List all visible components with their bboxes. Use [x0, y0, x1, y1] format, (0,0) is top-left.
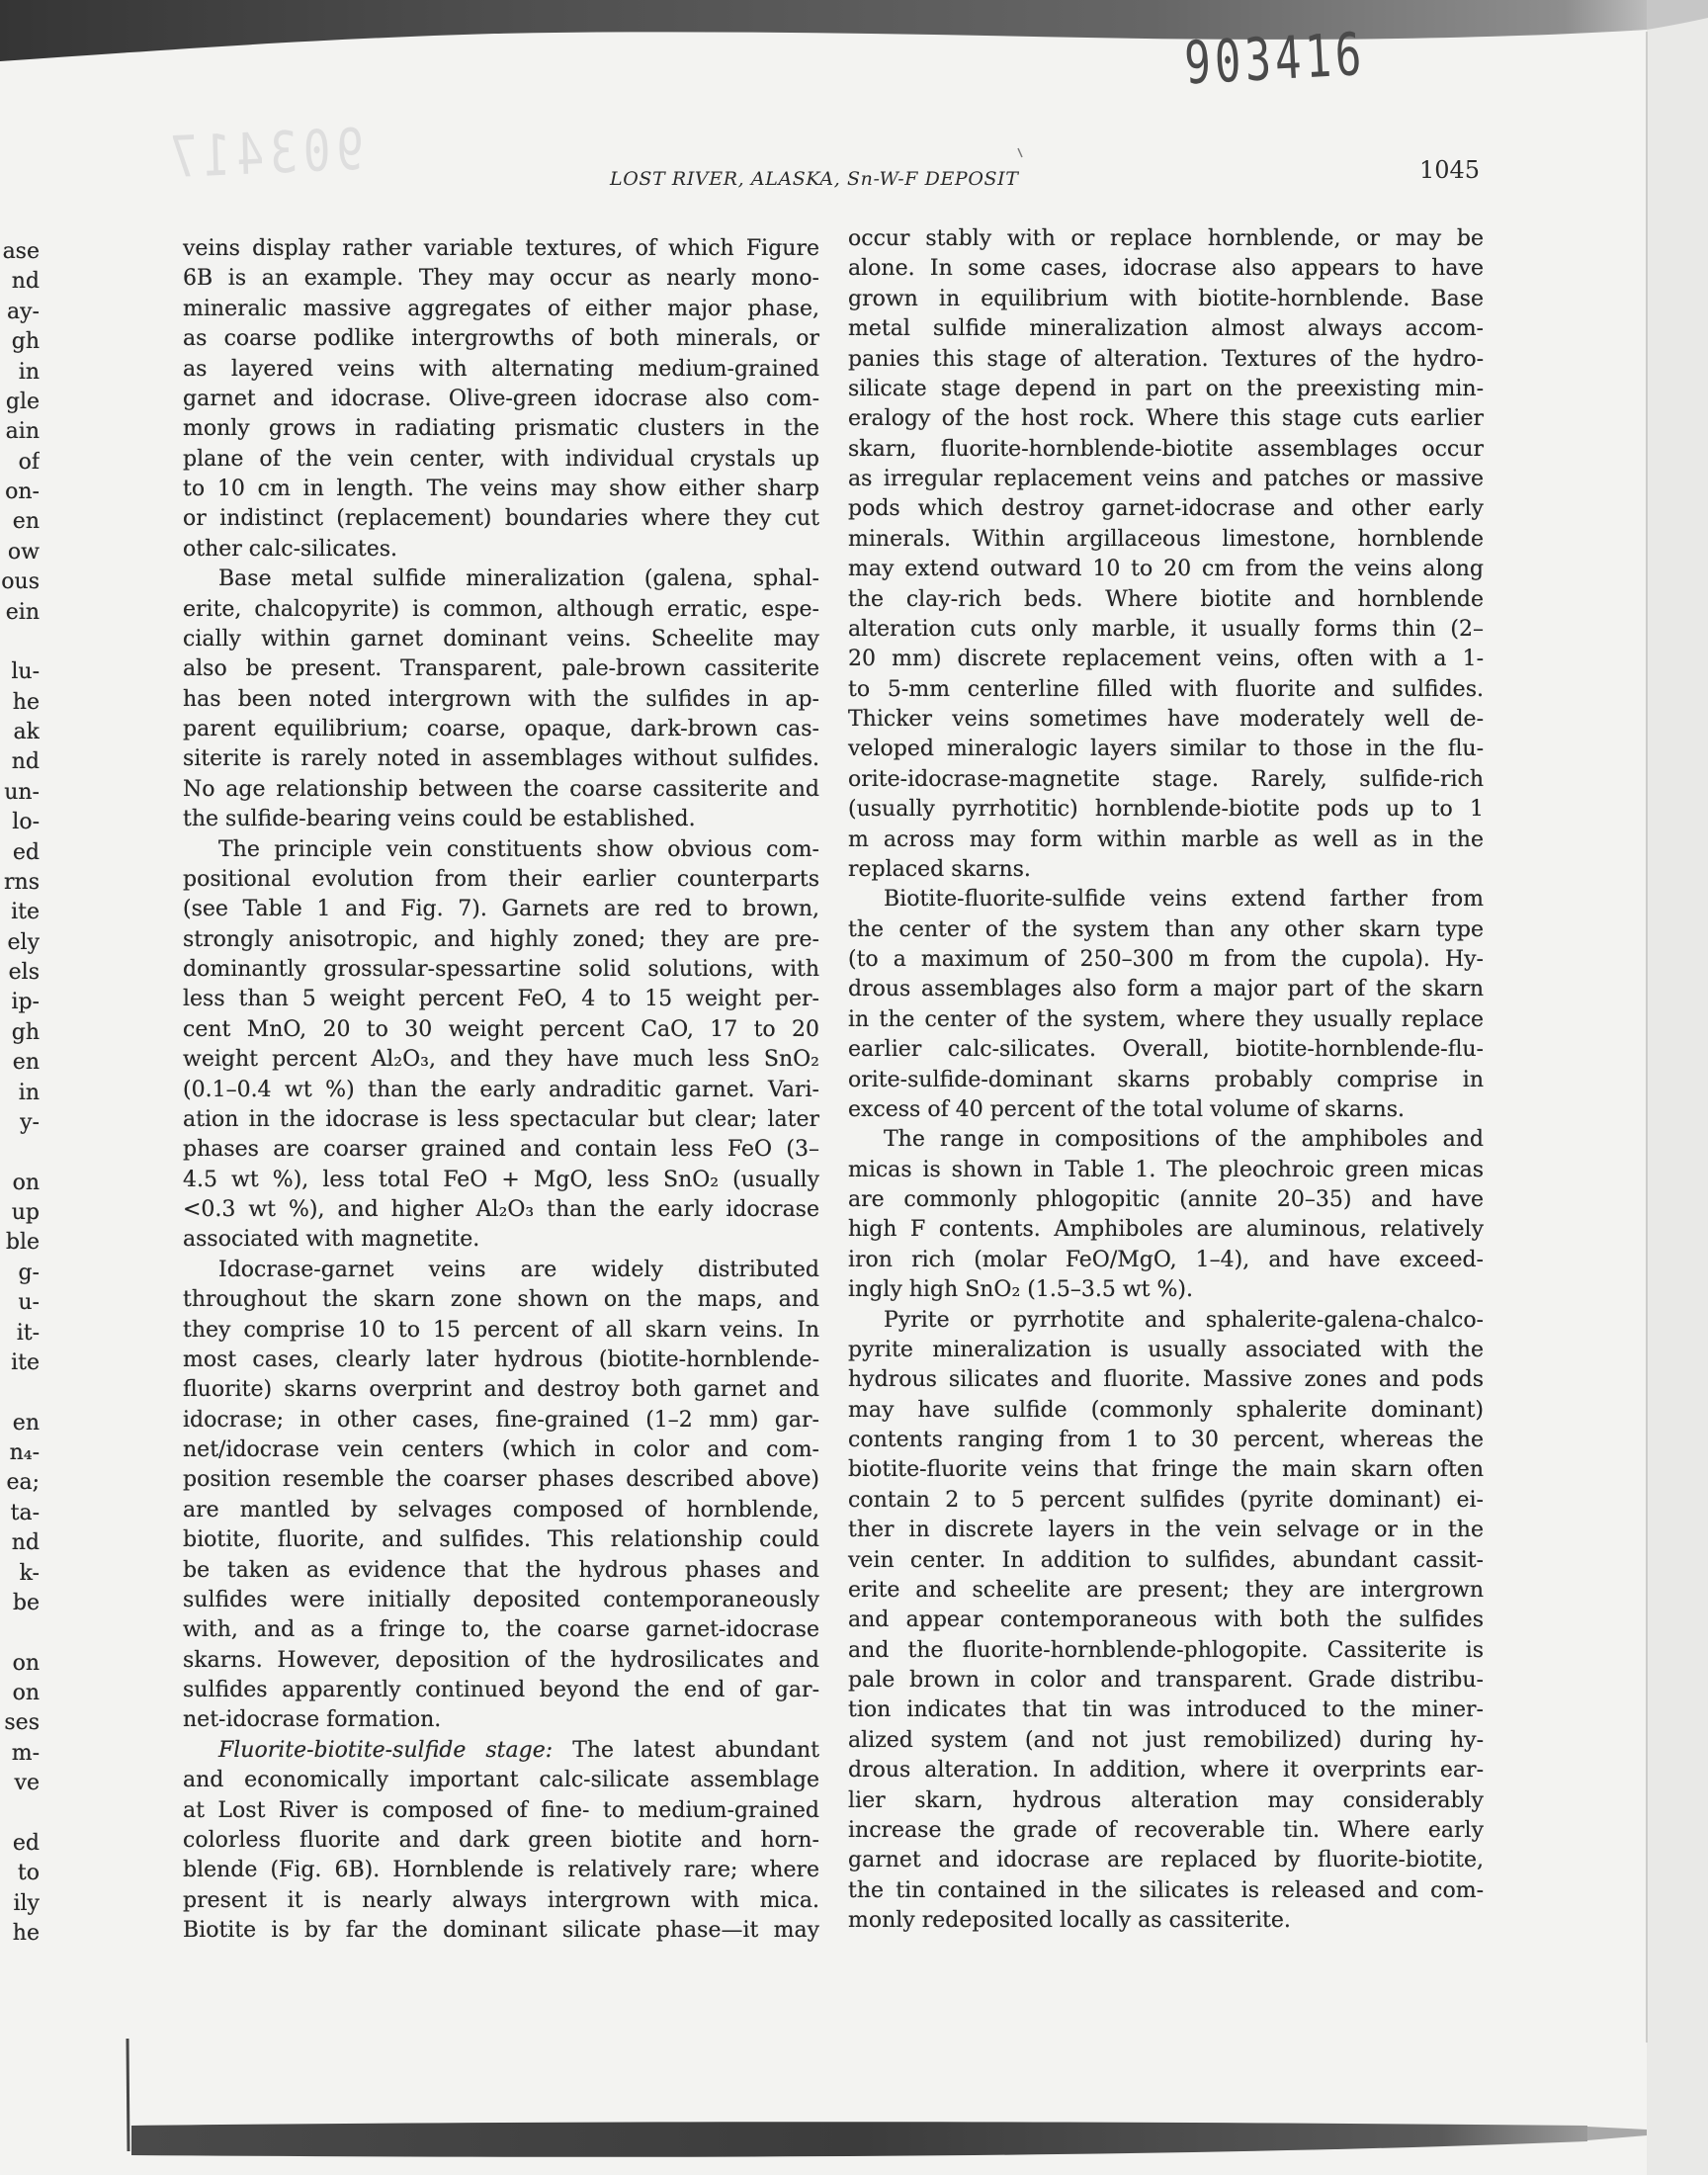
text-line: biotite, fluorite, and sulfides. This relationship could — [183, 1527, 819, 1553]
margin-fragment: ite — [11, 900, 40, 925]
text-line: other calc-silicates. — [183, 536, 397, 562]
text-line: occur stably with or replace hornblende, or may be — [848, 226, 1484, 251]
text-line: contents ranging from 1 to 30 percent, whereas the — [848, 1428, 1484, 1452]
margin-fragment: un- — [4, 779, 40, 805]
text-line: and the fluorite-hornblende-phlogopite. Cassiterite is — [848, 1637, 1484, 1663]
margin-fragment: lo- — [12, 810, 40, 835]
text-line: <0.3 wt %), and higher Al₂O₃ than the early idocrase — [183, 1197, 819, 1222]
margin-fragment — [0, 1799, 40, 1829]
text-line: excess of 40 percent of the total volume of skarns. — [848, 1096, 1405, 1122]
text-line: orite-sulfide-dominant skarns probably comprise in — [848, 1067, 1484, 1092]
text-line: alone. In some cases, idocrase also appears to have — [848, 256, 1484, 282]
text-line: and appear contemporaneous with both the sulfides — [848, 1608, 1484, 1633]
text-line: most cases, clearly later hydrous (biotite-hornblende- — [183, 1347, 819, 1372]
margin-fragment: gle — [5, 389, 40, 414]
text-line: sulfides apparently continued beyond the end of gar- — [183, 1678, 819, 1702]
margin-fragment: ip- — [11, 990, 40, 1015]
scratch-mark — [1018, 148, 1022, 157]
margin-fragment: ve — [14, 1771, 40, 1796]
margin-fragment: ed — [12, 1830, 40, 1856]
text-line: Biotite is by far the dominant silicate phase—it may — [183, 1918, 819, 1943]
text-line: tion indicates that tin was introduced to the miner- — [848, 1697, 1484, 1723]
text-line: micas is shown in Table 1. The pleochroic green micas — [848, 1157, 1484, 1182]
text-line: ther in discrete layers in the vein selvage or in the — [848, 1518, 1484, 1543]
text-line: cent MnO, 20 to 30 weight percent CaO, 17 to 20 — [183, 1016, 819, 1042]
text-line: sulfides were initially deposited contemporaneously — [183, 1587, 819, 1612]
text-line: vein center. In addition to sulfides, abundant cassit- — [848, 1547, 1484, 1573]
margin-fragment: ite — [11, 1349, 40, 1375]
text-line: orite-idocrase-magnetite stage. Rarely, sulfide-rich — [848, 766, 1484, 792]
margin-fragment: nd — [11, 1530, 40, 1556]
margin-fragment: ous — [1, 569, 40, 595]
text-line: replaced skarns. — [848, 856, 1031, 882]
margin-fragment: en — [12, 1410, 40, 1436]
text-line: mineralic massive aggregates of either major phase, — [183, 296, 819, 321]
text-line: net-idocrase formation. — [183, 1707, 442, 1733]
margin-fragment: up — [11, 1200, 40, 1225]
paragraph — [183, 835, 819, 1256]
text-line: be taken as evidence that the hydrous phases and — [183, 1557, 819, 1583]
text-line: as coarse podlike intergrowths of both minerals, or — [183, 326, 819, 352]
text-line: contain 2 to 5 percent sulfides (pyrite dominant) ei- — [848, 1487, 1484, 1513]
text-line: high F contents. Amphiboles are aluminous, relatively — [848, 1217, 1484, 1243]
margin-fragment — [0, 1618, 40, 1648]
text-line: (see Table 1 and Fig. 7). Garnets are red to brown, — [183, 897, 819, 922]
text-line: 4.5 wt %), less total FeO + MgO, less SnO₂ (usually — [183, 1167, 819, 1192]
text-line: No age relationship between the coarse cassiterite and — [183, 776, 819, 802]
margin-fragment: en — [12, 1050, 40, 1076]
text-line: associated with magnetite. — [183, 1227, 480, 1253]
margin-fragment — [0, 1378, 40, 1408]
text-line: net/idocrase vein centers (which in color and com- — [183, 1437, 819, 1462]
outer-scan-margin — [1647, 0, 1708, 2175]
text-line: dominantly grossular-spessartine solid solutions, with — [183, 957, 819, 982]
text-line: biotite-fluorite veins that fringe the main skarn often — [848, 1457, 1484, 1483]
text-line: alized system (and not just remobilized) during hy- — [848, 1727, 1484, 1753]
text-line: the sulfide-bearing veins could be established. — [183, 807, 696, 832]
text-line: to 5-mm centerline filled with fluorite and sulfides. — [848, 676, 1484, 702]
text-line: weight percent Al₂O₃, and they have much less SnO₂ — [183, 1047, 819, 1073]
paragraph — [183, 565, 819, 834]
text-line-run: The latest abundant — [572, 1737, 819, 1763]
running-head: LOST RIVER, ALASKA, Sn-W-F DEPOSIT — [610, 168, 1019, 190]
margin-fragment: ein — [5, 599, 40, 625]
text-line: 20 mm) discrete replacement veins, often with a 1- — [848, 647, 1484, 672]
text-line: pyrite mineralization is usually associated with the — [848, 1337, 1484, 1362]
margin-fragment: on — [12, 1681, 40, 1705]
text-line: fluorite) skarns overprint and destroy both garnet and — [183, 1377, 819, 1403]
margin-fragment: u- — [18, 1290, 40, 1316]
text-line: are mantled by selvages composed of hornblende, — [183, 1497, 819, 1522]
margin-fragment: ow — [7, 539, 40, 565]
text-column-right — [848, 224, 1484, 1936]
paragraph — [848, 885, 1484, 1125]
text-line: Pyrite or pyrrhotite and sphalerite-galena-chalco- — [884, 1307, 1484, 1333]
text-line: panies this stage of alteration. Textures of the hydro- — [848, 346, 1484, 372]
text-line: skarn, fluorite-hornblende-biotite assemblages occur — [848, 436, 1484, 462]
text-line: lier skarn, hydrous alteration may considerably — [848, 1787, 1484, 1813]
margin-fragment: nd — [11, 749, 40, 775]
bleed-through-number: 903417 — [163, 115, 366, 192]
text-line: erite and scheelite are present; they are intergrown — [848, 1577, 1484, 1603]
text-line: pale brown in color and transparent. Grade distribu- — [848, 1668, 1484, 1693]
margin-fragment — [0, 628, 40, 657]
paragraph — [183, 234, 819, 565]
margin-fragment: nd — [11, 269, 40, 295]
margin-fragment: on — [12, 1170, 40, 1195]
text-line: Biotite-fluorite-sulfide veins extend farther from — [884, 887, 1484, 913]
margin-fragment: rns — [4, 869, 40, 895]
paragraph — [183, 1256, 819, 1736]
text-line: Base metal sulfide mineralization (galena, sphal- — [218, 566, 819, 592]
text-line: with, and as a fringe to, the coarse garnet-idocrase — [183, 1617, 819, 1643]
text-line: (0.1–0.4 wt %) than the early andraditic garnet. Vari- — [183, 1077, 819, 1102]
text-line: skarns. However, deposition of the hydrosilicates and — [183, 1647, 819, 1673]
text-line: ingly high SnO₂ (1.5–3.5 wt %). — [848, 1277, 1193, 1303]
text-line: erite, chalcopyrite) is common, although erratic, espe- — [183, 596, 819, 622]
text-line: minerals. Within argillaceous limestone, hornblende — [848, 526, 1484, 552]
margin-fragment: be — [12, 1590, 40, 1615]
margin-fragment: ble — [5, 1230, 40, 1256]
text-line: cially within garnet dominant veins. Scheelite may — [183, 626, 819, 652]
text-line: pods which destroy garnet-idocrase and other early — [848, 496, 1484, 522]
margin-fragment: en — [12, 509, 40, 535]
text-line: less than 5 weight percent FeO, 4 to 15 weight per- — [183, 987, 819, 1012]
margin-fragment: y- — [20, 1109, 40, 1135]
text-line: position resemble the coarser phases described above) — [183, 1467, 819, 1493]
text-line — [183, 1736, 819, 1766]
margin-fragment: ain — [5, 419, 40, 445]
text-line: veloped mineralogic layers similar to those in the flu- — [848, 737, 1484, 762]
text-line: Idocrase-garnet veins are widely distributed — [218, 1257, 819, 1282]
text-line: blende (Fig. 6B). Hornblende is relatively rare; where — [183, 1858, 819, 1883]
text-line: may have sulfide (commonly sphalerite dominant) — [848, 1397, 1484, 1423]
text-line: hydrous silicates and fluorite. Massive zones and pods — [848, 1367, 1484, 1393]
paragraph — [183, 1736, 819, 1947]
text-line: (to a maximum of 250–300 m from the cupola). Hy- — [848, 947, 1484, 972]
margin-fragment: ase — [2, 239, 40, 264]
text-line: Thicker veins sometimes have moderately well de- — [848, 707, 1484, 732]
margin-fragment: ily — [13, 1890, 40, 1916]
margin-fragment: gh — [11, 1019, 40, 1045]
text-line: the tin contained in the silicates is released and com- — [848, 1877, 1484, 1903]
bottom-scan-shadow-tail — [1587, 2127, 1647, 2140]
text-line: alteration cuts only marble, it usually forms thin (2– — [848, 616, 1484, 642]
previous-page-margin-fragments — [0, 237, 40, 1949]
margin-fragment: g- — [18, 1260, 40, 1285]
margin-fragment: it- — [16, 1320, 40, 1346]
text-line: the center of the system than any other skarn type — [848, 916, 1484, 942]
text-line: metal sulfide mineralization almost always accom- — [848, 316, 1484, 342]
text-line: or indistinct (replacement) boundaries where they cut — [183, 506, 819, 532]
text-line: siterite is rarely noted in assemblages without sulfides. — [183, 746, 819, 772]
margin-fragment: ed — [12, 839, 40, 865]
text-line: positional evolution from their earlier counterparts — [183, 866, 819, 892]
margin-fragment: lu- — [11, 659, 40, 685]
text-line: increase the grade of recoverable tin. Where early — [848, 1817, 1484, 1843]
text-line: iron rich (molar FeO/MgO, 1–4), and have exceed- — [848, 1247, 1484, 1272]
text-line: as layered veins with alternating medium-grained — [183, 356, 819, 382]
run-in-heading: Fluorite-biotite-sulfide stage: — [218, 1737, 554, 1763]
text-line: monly grows in radiating prismatic clusters in the — [183, 416, 819, 442]
margin-fragment: ak — [13, 720, 40, 744]
margin-fragment: he — [12, 689, 40, 715]
text-line: plane of the vein center, with individual crystals up — [183, 446, 819, 472]
paragraph — [848, 1125, 1484, 1305]
text-line: and economically important calc-silicate assemblage — [183, 1768, 819, 1793]
text-column-left — [183, 234, 819, 1946]
page-number: 1045 — [1419, 156, 1481, 184]
margin-fragment: in — [18, 359, 40, 385]
text-line: grown in equilibrium with biotite-hornblende. Base — [848, 286, 1484, 311]
text-line: monly redeposited locally as cassiterite. — [848, 1908, 1291, 1933]
text-line: at Lost River is composed of fine- to medium-grained — [183, 1797, 819, 1823]
margin-fragment: on — [12, 1650, 40, 1676]
margin-fragment: ses — [4, 1710, 40, 1736]
text-line: in the center of the system, where they usually replace — [848, 1006, 1484, 1032]
text-line: as irregular replacement veins and patches or massive — [848, 467, 1484, 491]
text-line: m across may form within marble as well as in the — [848, 826, 1484, 852]
margin-fragment: gh — [11, 329, 40, 355]
text-line: drous assemblages also form a major part of the skarn — [848, 977, 1484, 1002]
text-line: they comprise 10 to 15 percent of all skarn veins. In — [183, 1317, 819, 1343]
margin-fragment: to — [17, 1861, 40, 1886]
text-line: to 10 cm in length. The veins may show either sharp — [183, 477, 819, 501]
text-line: parent equilibrium; coarse, opaque, dark-brown cas- — [183, 717, 819, 741]
text-line: idocrase; in other cases, fine-grained (1–2 mm) gar- — [183, 1407, 819, 1433]
margin-fragment: ta- — [10, 1500, 40, 1525]
margin-fragment: in — [18, 1080, 40, 1105]
margin-fragment: ely — [7, 929, 40, 955]
text-line: drous alteration. In addition, where it overprints ear- — [848, 1758, 1484, 1784]
text-line: the clay-rich beds. Where biotite and hornblende — [848, 586, 1484, 612]
text-line: eralogy of the host rock. Where this stage cuts earlier — [848, 406, 1484, 432]
text-line: garnet and idocrase. Olive-green idocrase also com- — [183, 386, 819, 411]
text-line: present it is nearly always intergrown with mica. — [183, 1887, 819, 1913]
text-line: The principle vein constituents show obvious com- — [218, 836, 819, 862]
text-line: earlier calc-silicates. Overall, biotite-hornblende-flu- — [848, 1037, 1484, 1063]
text-line: throughout the skarn zone shown on the maps, and — [183, 1287, 819, 1313]
margin-fragment: ea; — [6, 1470, 40, 1496]
margin-fragment: k- — [19, 1560, 40, 1586]
text-line: may extend outward 10 to 20 cm from the veins along — [848, 557, 1484, 582]
text-line: The range in compositions of the amphiboles and — [884, 1127, 1484, 1153]
text-line: silicate stage depend in part on the preexisting min- — [848, 376, 1484, 401]
top-scan-shadow — [0, 0, 1647, 61]
margin-fragment: ay- — [7, 299, 40, 324]
margin-fragment: on- — [5, 479, 40, 504]
text-line: (usually pyrrhotitic) hornblende-biotite pods up to 1 — [848, 797, 1484, 823]
paragraph — [848, 224, 1484, 885]
margin-fragment: els — [8, 960, 40, 985]
text-line: phases are coarser grained and contain less FeO (3– — [183, 1137, 819, 1163]
text-line: 6B is an example. They may occur as nearly mono- — [183, 266, 819, 292]
text-line: garnet and idocrase are replaced by fluorite-biotite, — [848, 1848, 1484, 1873]
bottom-scan-shadow — [131, 2122, 1587, 2157]
text-line: strongly anisotropic, and highly zoned; they are pre- — [183, 926, 819, 952]
text-line: also be present. Transparent, pale-brown cassiterite — [183, 656, 819, 682]
handwritten-document-number: 903416 — [1182, 21, 1368, 99]
text-line: are commonly phlogopitic (annite 20–35) and have — [848, 1187, 1484, 1212]
margin-fragment: of — [18, 449, 40, 475]
margin-fragment: he — [12, 1921, 40, 1946]
text-line: ation in the idocrase is less spectacular but clear; later — [183, 1106, 819, 1132]
margin-fragment: m- — [11, 1740, 40, 1766]
text-line: has been noted intergrown with the sulfides in ap- — [183, 686, 819, 712]
margin-fragment — [0, 1138, 40, 1168]
text-line: veins display rather variable textures, of which Figure — [183, 236, 819, 261]
paragraph — [848, 1306, 1484, 1937]
text-line: colorless fluorite and dark green biotite and horn- — [183, 1827, 819, 1853]
margin-fragment: n₄- — [9, 1440, 40, 1465]
